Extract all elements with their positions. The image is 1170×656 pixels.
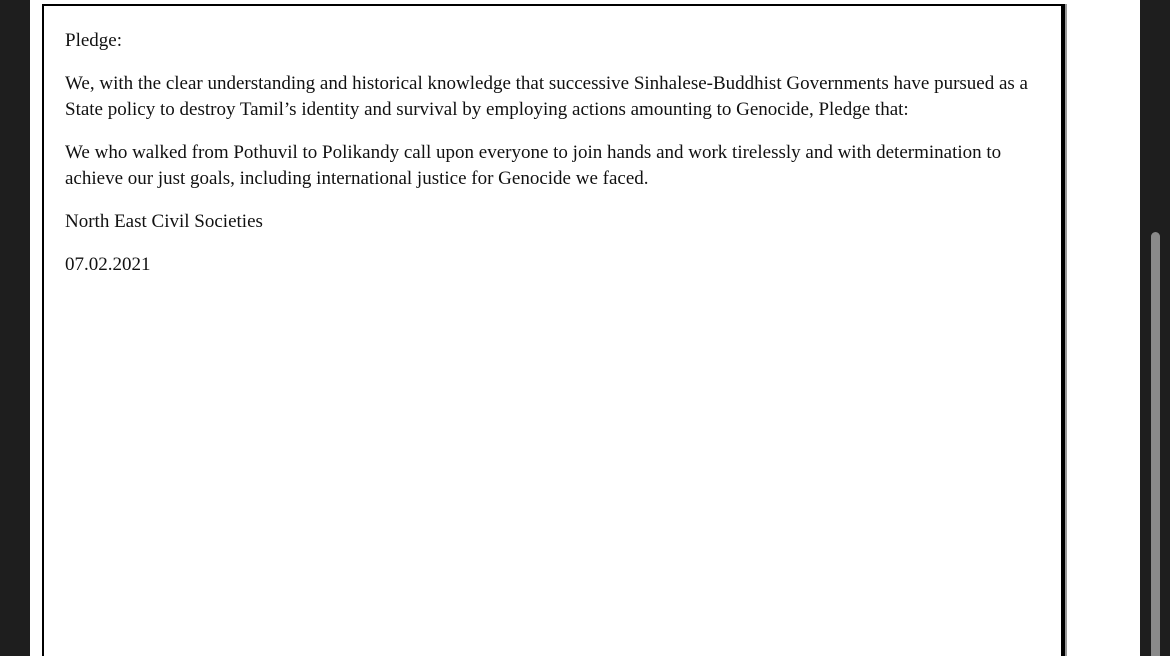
date-line: 07.02.2021: [65, 254, 151, 275]
pledge-heading: Pledge:: [65, 30, 122, 51]
pledge-paragraph-2: We who walked from Pothuvil to Polikandy call upon everyone to join hands and work tirelessly and with determination to achieve our just goals, including international justice for Genocide we faced.: [65, 142, 1002, 189]
pledge-paragraph-1: We, with the clear understanding and historical knowledge that successive Sinhalese-Buddhist Governments have pursued as a State policy to destroy Tamil’s identity and survival by employing actions amounting to Genocide, Pledge that:: [65, 73, 1028, 120]
signature-line: North East Civil Societies: [65, 211, 263, 232]
document-body: [65, 28, 1055, 295]
vertical-scrollbar-thumb[interactable]: [1151, 232, 1160, 656]
